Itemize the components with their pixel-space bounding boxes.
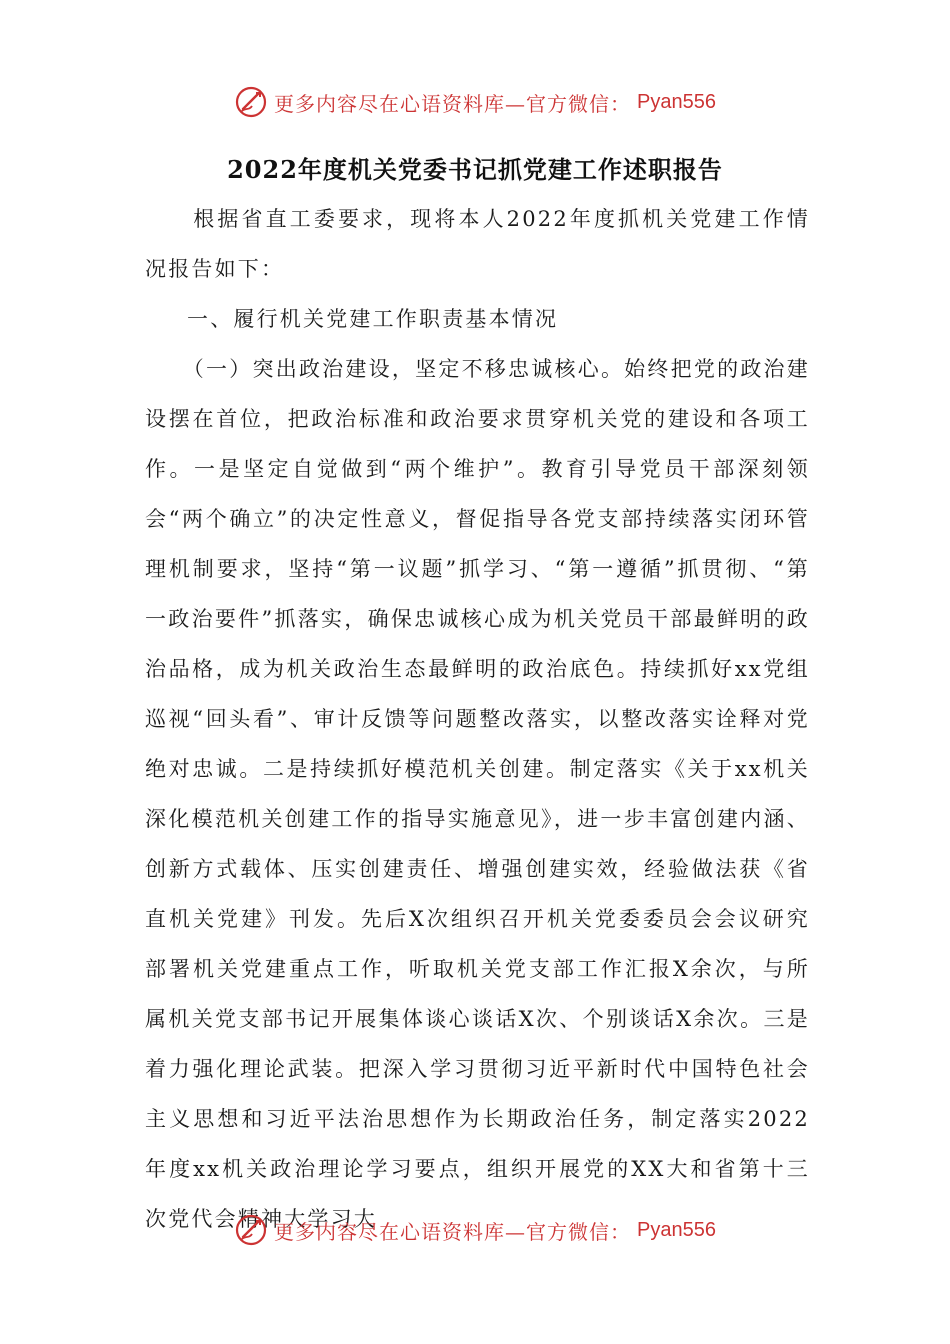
watermark-banner-top (0, 80, 950, 124)
watermark-wechat-id: Pyan556 (637, 90, 716, 113)
watermark-logo-icon (234, 1213, 268, 1247)
document-title: 2022年度机关党委书记抓党建工作述职报告 (227, 155, 723, 184)
watermark-text: 更多内容尽在心语资料库—官方微信： (274, 1219, 632, 1244)
document-body (145, 194, 810, 1244)
watermark-logo-icon (234, 85, 268, 119)
section-1-heading: 一、履行机关党建工作职责基本情况 (187, 307, 559, 331)
section-1-1-paragraph: （一）突出政治建设，坚定不移忠诚核心。始终把党的政治建设摆在首位，把政治标准和政治要求贯穿机关党的建设和各项工作。一是坚定自觉做到“两个维护”。教育引导党员干部深刻领会“两个确立”的决定性意义，督促指导各党支部持续落实闭环管理机制要求，坚持“第一议题”抓学习、“第一遵循”抓贯彻、“第一政治要件”抓落实，确保忠诚核心成为机关党员干部最鲜明的政治品格，成为机关政治生态最鲜明的政治底色。持续抓好xx党组巡视“回头看”、审计反馈等问题整改落实，以整改落实诠释对党绝对忠诚。二是持续抓好模范机关创建。制定落实《关于xx机关深化模范机关创建工作的指导实施意见》，进一步丰富创建内涵、创新方式载体、压实创建责任、增强创建实效，经验做法获《省直机关党建》刊发。先后X次组织召开机关党委委员会会议研究部署机关党建重点工作，听取机关党支部工作汇报X余次，与所属机关党支部书记开展集体谈心谈话X次、个别谈话X余次。三是着力强化理论武装。把深入学习贯彻习近平新时代中国特色社会主义思想和习近平法治思想作为长期政治任务，制定落实2022年度xx机关政治理论学习要点，组织开展党的XX大和省第十三次党代会精神大学习大 (145, 357, 810, 1231)
watermark-wechat-id: Pyan556 (637, 1218, 716, 1241)
intro-paragraph: 根据省直工委要求，现将本人2022年度抓机关党建工作情况报告如下： (145, 207, 810, 281)
watermark-text: 更多内容尽在心语资料库—官方微信： (274, 91, 632, 116)
watermark-banner-bottom (0, 1208, 950, 1252)
